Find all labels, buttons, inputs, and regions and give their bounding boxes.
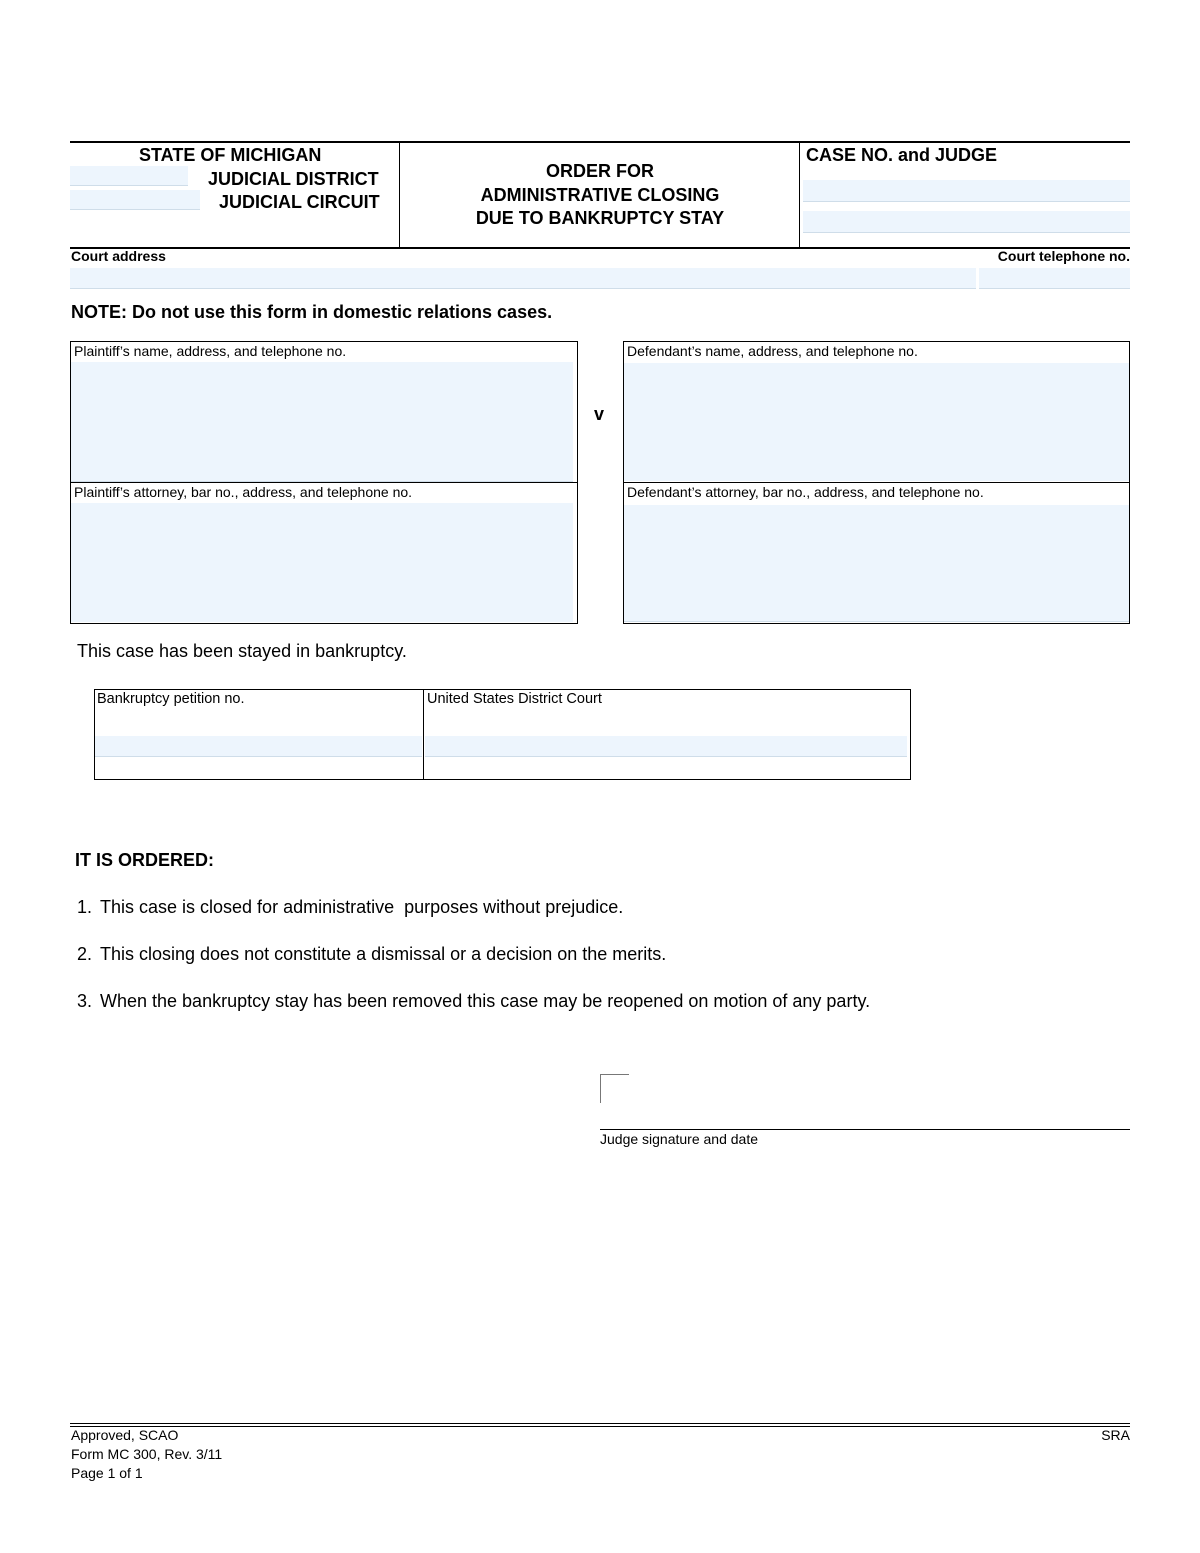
court-address-label: Court address bbox=[71, 248, 166, 264]
order-item-number: 1. bbox=[77, 897, 93, 917]
order-item-number: 3. bbox=[77, 991, 93, 1011]
plaintiff-attorney-input[interactable] bbox=[71, 503, 573, 622]
judicial-district-label: JUDICIAL DISTRICT bbox=[208, 169, 379, 189]
footer-code: SRA bbox=[1101, 1427, 1130, 1443]
defendant-input[interactable] bbox=[624, 363, 1129, 481]
header-top-rule bbox=[70, 141, 1130, 143]
bankruptcy-petition-label: Bankruptcy petition no. bbox=[97, 691, 245, 707]
bankruptcy-petition-input[interactable] bbox=[95, 736, 422, 757]
judge-input[interactable] bbox=[803, 211, 1130, 233]
plaintiff-attorney-label: Plaintiff’s attorney, bar no., address, and telephone no. bbox=[74, 484, 413, 500]
footer-page-number: Page 1 of 1 bbox=[71, 1465, 143, 1481]
signature-corner-mark bbox=[600, 1074, 629, 1103]
form-title-line2: ADMINISTRATIVE CLOSING bbox=[480, 184, 720, 205]
form-title-line3: DUE TO BANKRUPTCY STAY bbox=[475, 208, 725, 228]
state-name: STATE OF MICHIGAN bbox=[139, 145, 322, 165]
defendant-label: Defendant’s name, address, and telephone no. bbox=[627, 343, 918, 359]
district-court-label: United States District Court bbox=[427, 691, 602, 707]
court-telephone-input[interactable] bbox=[979, 268, 1130, 289]
domestic-relations-note: NOTE: Do not use this form in domestic relations cases. bbox=[71, 302, 553, 322]
order-item-text: When the bankruptcy stay has been removed this case may be reopened on motion of any party. bbox=[100, 991, 871, 1011]
defendant-attorney-input[interactable] bbox=[624, 505, 1129, 622]
district-court-input[interactable] bbox=[425, 736, 907, 757]
footer-approved: Approved, SCAO bbox=[71, 1427, 179, 1443]
order-item-text: This case is closed for administrative purposes without prejudice. bbox=[100, 897, 624, 917]
signature-line[interactable] bbox=[600, 1129, 1130, 1130]
versus-label: v bbox=[594, 404, 605, 424]
case-no-label: CASE NO. and JUDGE bbox=[806, 145, 998, 165]
plaintiff-label: Plaintiff’s name, address, and telephone no. bbox=[74, 343, 347, 359]
judicial-circuit-label: JUDICIAL CIRCUIT bbox=[219, 192, 380, 212]
form-title-line1: ORDER FOR bbox=[546, 161, 654, 181]
header-bottom-rule bbox=[70, 247, 1130, 249]
signature-label: Judge signature and date bbox=[600, 1131, 759, 1147]
stayed-statement: This case has been stayed in bankruptcy. bbox=[77, 641, 407, 661]
circuit-input[interactable] bbox=[70, 190, 200, 210]
ordered-heading: IT IS ORDERED: bbox=[75, 850, 215, 870]
court-address-input[interactable] bbox=[70, 268, 976, 289]
order-item-text: This closing does not constitute a dismissal or a decision on the merits. bbox=[100, 944, 667, 964]
court-telephone-label: Court telephone no. bbox=[997, 248, 1130, 264]
footer-form-number: Form MC 300, Rev. 3/11 bbox=[71, 1446, 223, 1462]
case-no-input[interactable] bbox=[803, 180, 1130, 202]
order-item-number: 2. bbox=[77, 944, 93, 964]
footer-rule-top bbox=[70, 1423, 1130, 1424]
district-input[interactable] bbox=[70, 166, 188, 186]
bankruptcy-table-divider bbox=[423, 689, 424, 780]
plaintiff-input[interactable] bbox=[71, 362, 573, 482]
footer-rule-bottom bbox=[70, 1426, 1130, 1427]
form-title bbox=[400, 160, 800, 231]
defendant-attorney-label: Defendant’s attorney, bar no., address, and telephone no. bbox=[627, 484, 984, 500]
footer-info bbox=[71, 1426, 222, 1483]
